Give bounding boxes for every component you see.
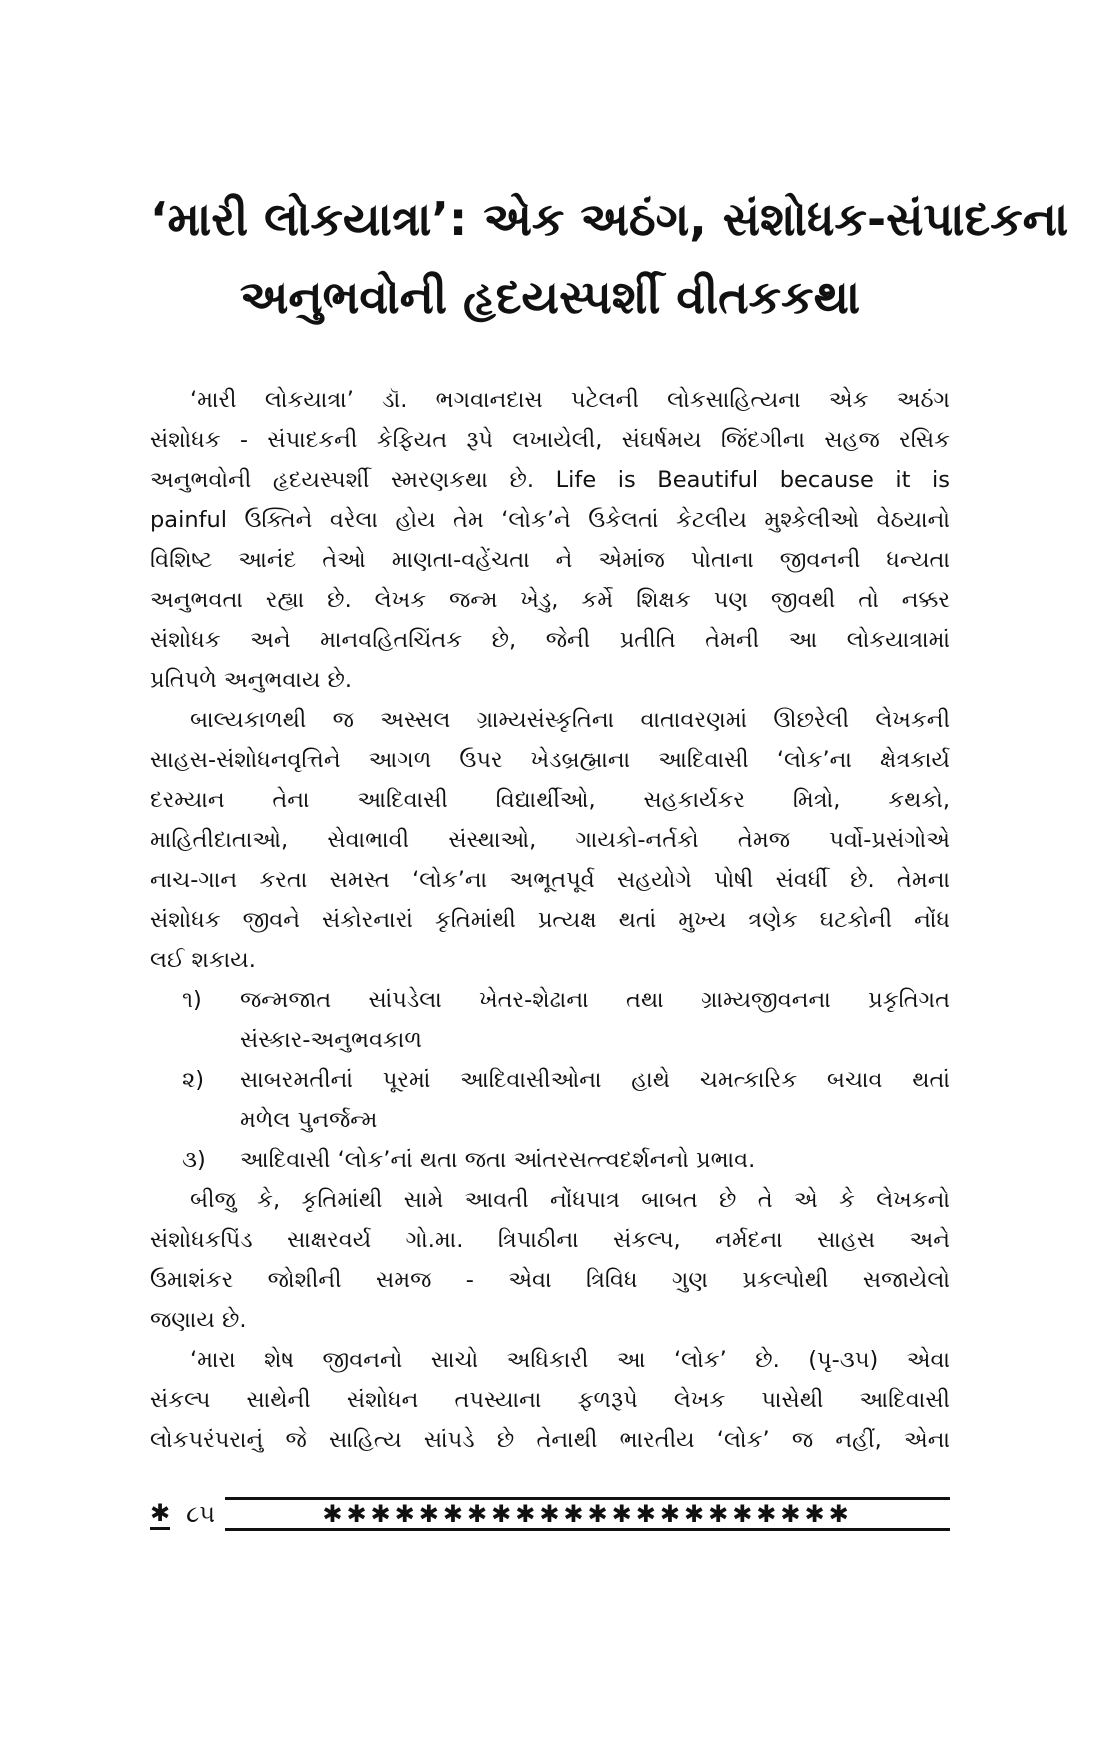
text-line: બાલ્યકાળથી જ અસ્સલ ગ્રામ્યસંસ્કૃતિના વાતાવરણમાં ઊછરેલી લેખકની [190,707,950,733]
text-line: આદિવાસી ‘લોક’નાં થતા જતા આંતરસત્ત્વદર્શનનો પ્રભાવ. [240,1147,756,1173]
list-number: ૩) [182,1147,206,1173]
numbered-list [150,980,950,1180]
text-line: દરમ્યાન તેના આદિવાસી વિદ્યાર્થીઓ, સહકાર્યકર મિત્રો, કથકો, [150,787,950,813]
text-line: સંશોધક - સંપાદકની કેફિયત રૂપે લખાયેલી, સંઘર્ષમય જિંદગીના સહજ રસિક [150,427,950,453]
text-line: જણાય છે. [150,1307,247,1333]
document-page [150,0,1069,1754]
paragraph-4 [150,1340,950,1460]
text-line: જન્મજાત સાંપડેલા ખેતર-શેઢાના તથા ગ્રામ્યજીવનના પ્રકૃતિગત [240,987,950,1013]
paragraph-1 [150,380,950,700]
text-line: લોકપરંપરાનું જે સાહિત્ય સાંપડે છે તેનાથી ભારતીય ‘લોક’ જ નહીં, એના [150,1427,950,1453]
text-line: સાહસ-સંશોધનવૃત્તિને આગળ ઉપર ખેડબ્રહ્માના આદિવાસી ‘લોક’ના ક્ષેત્રકાર્ય [150,747,950,773]
title-line-2: અનુભવોની હૃદયસ્પર્શી વીતકકથા [239,270,861,324]
list-number: ૨) [182,1067,204,1093]
title-line-1: ‘મારી લોકયાત્રા’: એક અઠંગ, સંશોધક-સંપાદકના [150,192,1069,246]
text-line: નાચ-ગાન કરતા સમસ્ત ‘લોક’ના અભૂતપૂર્વ સહયોગે પોષી સંવર્ધી છે. તેમના [150,867,950,893]
text-line: ઉમાશંકર જોશીની સમજ - એવા ત્રિવિધ ગુણ પ્રકલ્પોથી સજાયેલો [150,1267,950,1293]
text-line: પ્રતિપળે અનુભવાય છે. [150,667,353,693]
list-number: ૧) [182,987,202,1013]
text-line: painful ઉક્તિને વરેલા હોય તેમ ‘લોક’ને ઉકેલતાં કેટલીય મુશ્કેલીઓ વેઠયાનો [150,507,950,533]
star-icon: ✱ [150,1499,170,1530]
text-line: સંસ્કાર-અનુભવકાળ [240,1027,422,1053]
text-line: માહિતીદાતાઓ, સેવાભાવી સંસ્થાઓ, ગાયકો-નર્તકો તેમજ પર્વો-પ્રસંગોએ [150,827,950,853]
text-line: બીજુ કે, કૃતિમાંથી સામે આવતી નોંધપાત્ર બાબત છે તે એ કે લેખકનો [190,1187,950,1213]
text-line: સંશોધક જીવને સંકોરનારાં કૃતિમાંથી પ્રત્યક્ષ થતાં મુખ્ય ત્રણેક ઘટકોની નોંધ [150,907,950,933]
paragraph-3 [150,1180,950,1340]
article-title [150,180,1069,336]
page-footer [150,1496,950,1532]
text-line: સાબરમતીનાં પૂરમાં આદિવાસીઓના હાથે ચમત્કારિક બચાવ થતાં [240,1067,950,1093]
text-line: સંકલ્પ સાથેની સંશોધન તપસ્યાના ફળરૂપે લેખક પાસેથી આદિવાસી [150,1387,950,1413]
text-line: મળેલ પુનર્જન્મ [240,1107,378,1133]
paragraph-2 [150,700,950,980]
text-line: અનુભવોની હૃદયસ્પર્શી સ્મરણકથા છે. Life is Beautiful because it is [150,467,950,493]
list-item-3 [150,1140,950,1180]
text-line: સંશોધકપિંડ સાક્ષરવર્ય ગો.મા. ત્રિપાઠીના સંકલ્પ, નર્મદના સાહસ અને [150,1227,950,1253]
page-number: ૮૫ [186,1500,216,1528]
article-body [150,380,950,1460]
list-item-1 [150,980,950,1060]
star-border-decoration: ✱✱✱✱✱✱✱✱✱✱✱✱✱✱✱✱✱✱✱✱✱✱ [225,1497,950,1531]
text-line: ‘મારા શેષ જીવનનો સાચો અધિકારી આ ‘લોક’ છે. (પૃ-૩૫) એવા [190,1347,950,1373]
text-line: વિશિષ્ટ આનંદ તેઓ માણતા-વહેંચતા ને એમાંજ પોતાના જીવનની ધન્યતા [150,547,950,573]
text-line: સંશોધક અને માનવહિતચિંતક છે, જેની પ્રતીતિ તેમની આ લોકયાત્રામાં [150,627,950,653]
list-item-2 [150,1060,950,1140]
text-line: અનુભવતા રહ્યા છે. લેખક જન્મ ખેડુ, કર્મે શિક્ષક પણ જીવથી તો નક્કર [150,587,950,613]
text-line: ‘મારી લોકયાત્રા’ ડૉ. ભગવાનદાસ પટેલની લોકસાહિત્યના એક અઠંગ [190,387,950,413]
text-line: લઈ શકાય. [150,947,256,973]
